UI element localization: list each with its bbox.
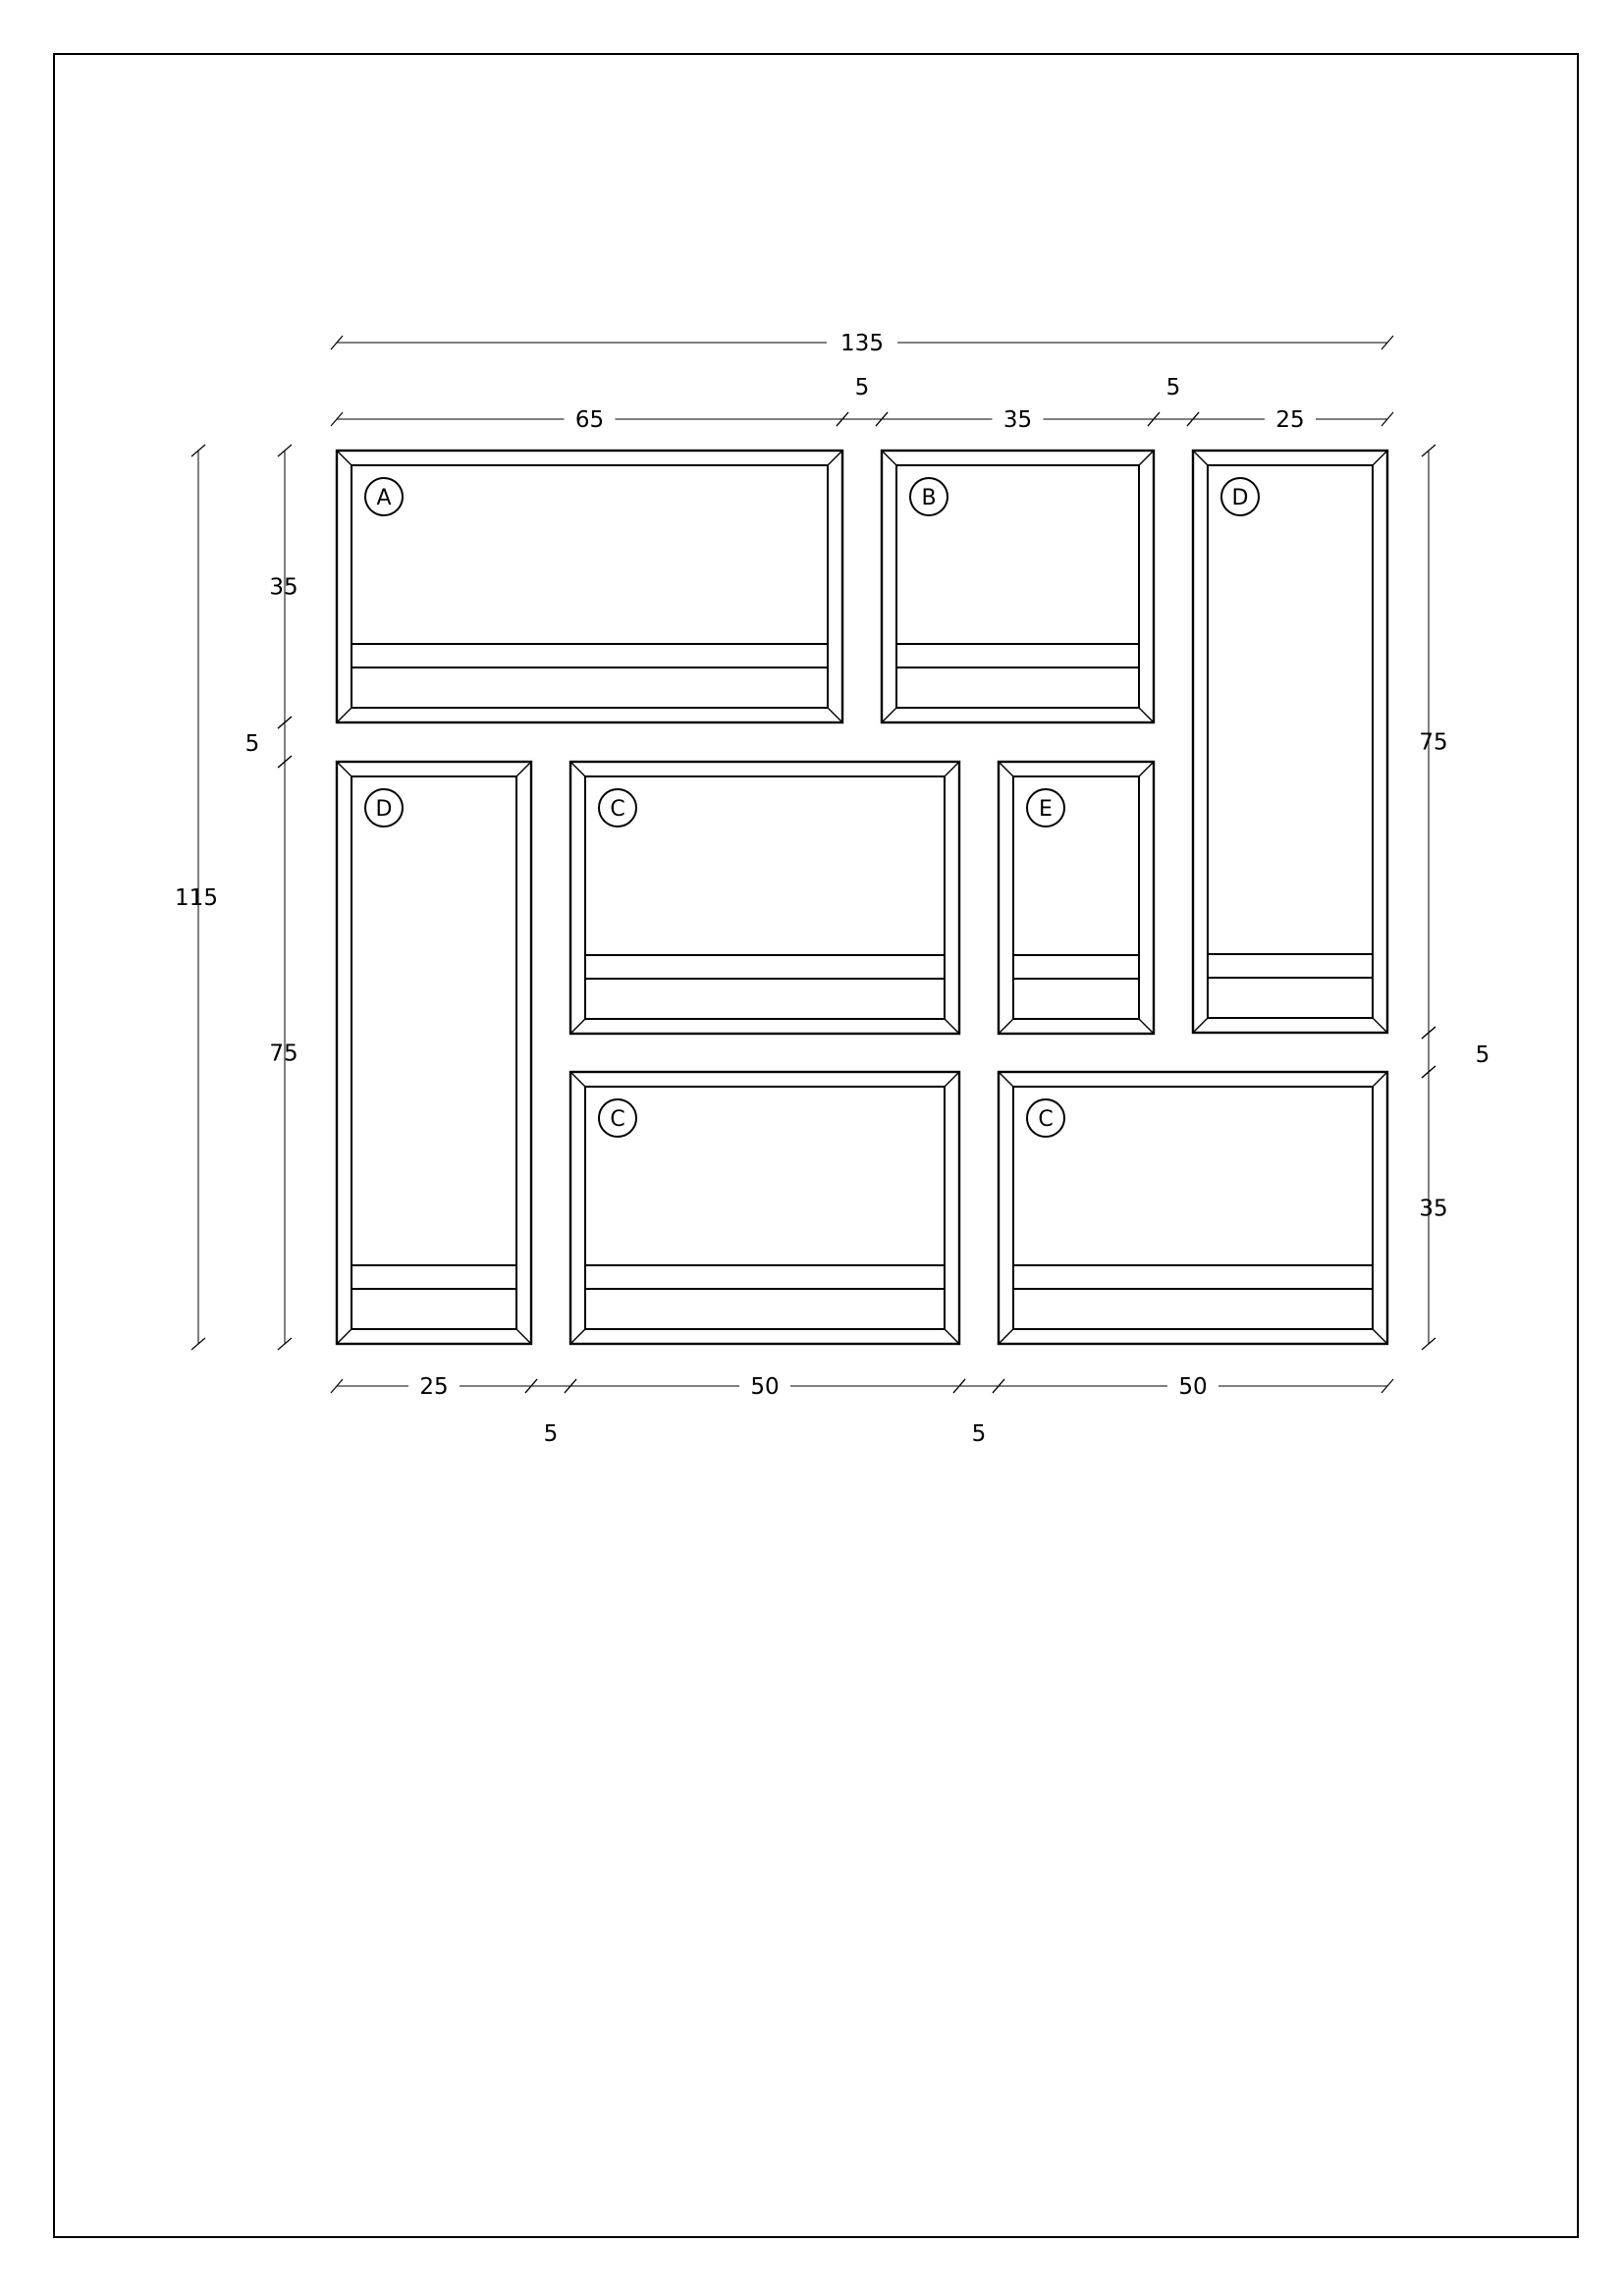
corner-mitre-line	[828, 451, 842, 465]
dimension-top-65	[331, 407, 848, 433]
panel-d-left	[337, 762, 531, 1344]
dimension-left-35	[269, 445, 298, 728]
panel-label: A	[376, 486, 392, 510]
dimension-left-75	[269, 756, 298, 1350]
panel-label: C	[610, 1107, 625, 1132]
corner-mitre-line	[570, 762, 585, 776]
dimension-label-right-gap: 5	[1475, 1042, 1490, 1068]
corner-mitre-line	[1193, 1018, 1208, 1033]
panel-inner-frame	[1013, 1087, 1373, 1329]
corner-mitre-line	[1373, 1329, 1387, 1344]
corner-mitre-line	[945, 1019, 959, 1034]
dimension-label-bottom-gap-2: 5	[971, 1421, 987, 1447]
panel-c-middle	[570, 762, 959, 1034]
corner-mitre-line	[1373, 1072, 1387, 1087]
panel-label: D	[1231, 486, 1249, 510]
panel-outer-frame	[337, 451, 842, 722]
corner-mitre-line	[999, 762, 1013, 776]
corner-mitre-line	[882, 708, 896, 722]
dimension-label: 75	[269, 1041, 298, 1067]
corner-mitre-line	[337, 708, 352, 722]
dimension-label: 50	[750, 1374, 780, 1400]
corner-mitre-line	[945, 1329, 959, 1344]
dimension-label-left-gap: 5	[244, 731, 260, 757]
panel-label: C	[610, 797, 625, 822]
panel-c-bottom-right	[999, 1072, 1387, 1344]
dimension-label-gap-1: 5	[854, 375, 870, 400]
panel-inner-frame	[352, 465, 828, 708]
sheet-border	[54, 54, 1578, 2237]
dimension-bottom-50-right	[993, 1374, 1393, 1400]
dimension-bottom-50-left	[565, 1374, 965, 1400]
dimension-bottom-25	[331, 1374, 537, 1400]
corner-mitre-line	[1193, 451, 1208, 465]
dimension-label: 35	[269, 574, 298, 601]
dimension-label: 35	[1002, 407, 1033, 433]
corner-mitre-line	[337, 762, 352, 776]
dimension-label: 50	[1178, 1374, 1208, 1400]
corner-mitre-line	[337, 1329, 352, 1344]
dimension-top-25	[1187, 407, 1393, 433]
dimension-label: 35	[1419, 1196, 1448, 1222]
dimension-right-35	[1419, 1066, 1447, 1350]
panel-a-top	[337, 451, 842, 722]
corner-mitre-line	[1139, 1019, 1154, 1034]
panel-inner-frame	[1208, 465, 1373, 1018]
dimension-top-gap-1	[837, 412, 888, 426]
panel-label: E	[1039, 797, 1053, 822]
corner-mitre-line	[516, 1329, 531, 1344]
panel-label: C	[1038, 1107, 1054, 1132]
dimension-top-35	[876, 407, 1160, 433]
dimension-label: 135	[840, 331, 884, 356]
dimension-bottom-gap-2	[953, 1379, 1004, 1393]
panel-c-bottom-left	[570, 1072, 959, 1344]
dimension-right-gap	[1422, 1027, 1435, 1078]
panel-label: B	[921, 486, 937, 510]
panel-inner-frame	[352, 776, 516, 1329]
corner-mitre-line	[1139, 708, 1154, 722]
dimension-total-height	[175, 445, 218, 1350]
panel-d-right	[1193, 451, 1387, 1033]
panel-outer-frame	[999, 762, 1154, 1034]
dimension-bottom-gap-1	[525, 1379, 576, 1393]
panel-e-middle	[999, 762, 1154, 1034]
dimension-label: 25	[419, 1374, 449, 1400]
panel-outer-frame	[337, 762, 531, 1344]
corner-mitre-line	[570, 1072, 585, 1087]
corner-mitre-line	[999, 1019, 1013, 1034]
corner-mitre-line	[882, 451, 896, 465]
corner-mitre-line	[999, 1072, 1013, 1087]
panels-layer	[337, 451, 1387, 1344]
panel-b-top	[882, 451, 1154, 722]
corner-mitre-line	[570, 1329, 585, 1344]
corner-mitre-line	[828, 708, 842, 722]
corner-mitre-line	[337, 451, 352, 465]
dimension-total-width	[331, 331, 1393, 356]
dimension-right-75	[1419, 445, 1447, 1039]
dimension-label-gap-2: 5	[1165, 375, 1181, 400]
panel-inner-frame	[585, 776, 945, 1019]
corner-mitre-line	[999, 1329, 1013, 1344]
corner-mitre-line	[1373, 1018, 1387, 1033]
dimension-label-bottom-gap-1: 5	[543, 1421, 559, 1447]
dimension-label: 25	[1275, 407, 1305, 433]
panel-inner-frame	[585, 1087, 945, 1329]
panel-label: D	[375, 797, 393, 822]
dimension-top-gap-2	[1148, 412, 1199, 426]
dimension-label: 75	[1419, 729, 1448, 756]
dimension-label: 65	[574, 407, 605, 433]
dimension-label: 115	[175, 885, 218, 911]
corner-mitre-line	[516, 762, 531, 776]
corner-mitre-line	[945, 762, 959, 776]
corner-mitre-line	[1139, 762, 1154, 776]
dimension-left-gap	[278, 717, 292, 768]
corner-mitre-line	[1139, 451, 1154, 465]
corner-mitre-line	[945, 1072, 959, 1087]
panel-outer-frame	[1193, 451, 1387, 1033]
corner-mitre-line	[1373, 451, 1387, 465]
corner-mitre-line	[570, 1019, 585, 1034]
